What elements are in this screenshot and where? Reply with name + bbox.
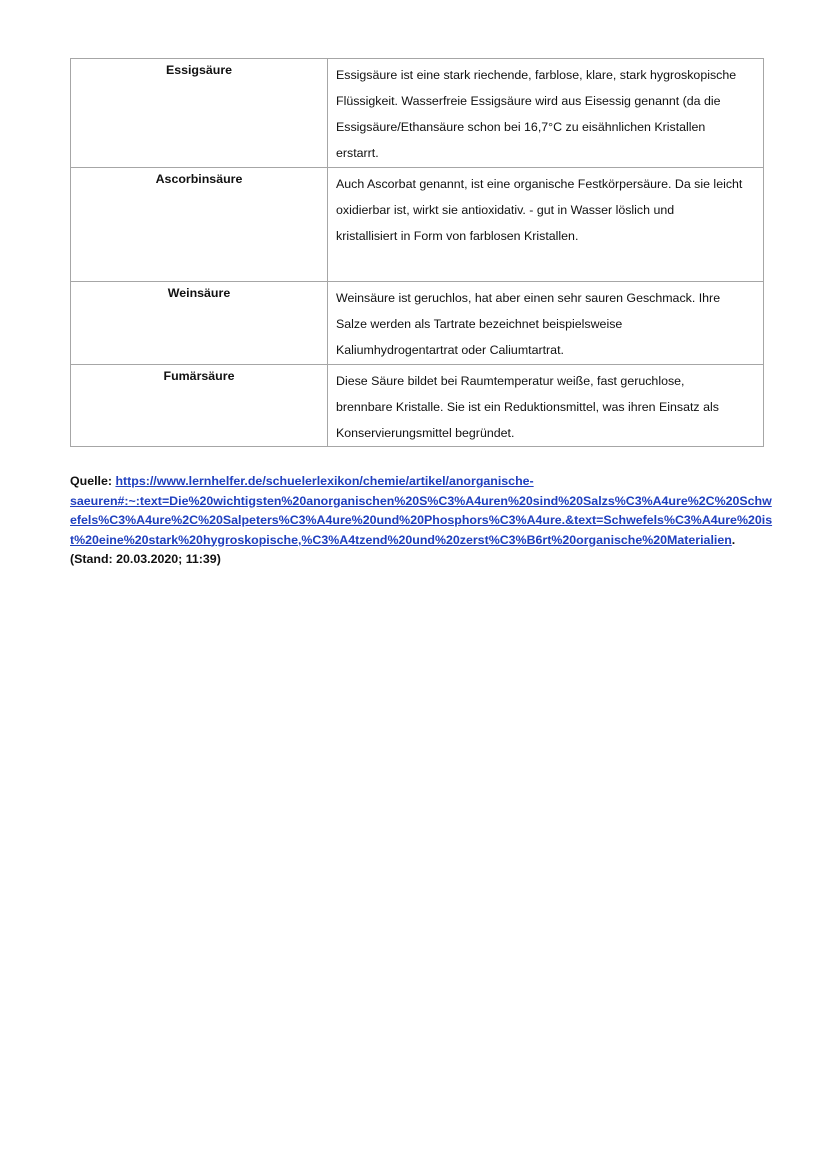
source-label: Quelle: [70,474,116,488]
description-line: Auch Ascorbat genannt, ist eine organische Festkörpersäure. Da sie leicht [336,177,743,191]
description-line: kristallisiert in Form von farblosen Kristallen. [336,229,579,243]
source-link[interactable]: t%20eine%20stark%20hygroskopische,%C3%A4tzend%20und%20zerst%C3%B6rt%20organische%20Materialien [70,532,732,547]
acid-table [70,58,764,447]
table-row [71,365,764,447]
acid-description [328,168,764,282]
description-line: Essigsäure ist eine stark riechende, farblose, klare, stark hygroskopische [336,68,737,82]
acid-description [328,59,764,168]
acid-description [328,282,764,365]
description-line: Diese Säure bildet bei Raumtemperatur weiße, fast geruchlose, [336,374,685,388]
acid-description [328,365,764,447]
description-line: Weinsäure ist geruchlos, hat aber einen sehr sauren Geschmack. Ihre [336,291,721,305]
acid-name: Ascorbinsäure [71,168,328,282]
source-link[interactable]: saeuren#:~:text=Die%20wichtigsten%20anorganischen%20S%C3%A4uren%20sind%20Salzs%C3%A4ure%2C%20Schw [70,493,772,508]
description-line: Kaliumhydrogentartrat oder Caliumtartrat. [336,343,564,357]
description-line: Konservierungsmittel begründet. [336,426,515,440]
description-line: Essigsäure/Ethansäure schon bei 16,7°C zu eisähnlichen Kristallen [336,120,706,134]
description-line: erstarrt. [336,146,379,160]
description-line: Flüssigkeit. Wasserfreie Essigsäure wird aus Eisessig genannt (da die [336,94,721,108]
source-link[interactable]: https://www.lernhelfer.de/schuelerlexikon/chemie/artikel/anorganische- [115,474,534,488]
acid-name: Weinsäure [71,282,328,365]
source-period: . [731,532,736,547]
acid-name: Fumärsäure [71,365,328,447]
description-line: Salze werden als Tartrate bezeichnet beispielsweise [336,317,623,331]
table-row [71,168,764,282]
source-link[interactable]: efels%C3%A4ure%2C%20Salpeters%C3%A4ure%20und%20Phosphors%C3%A4ure.&text=Schwefels%C3%A4ure%20is [70,513,773,527]
source-citation [70,472,773,570]
table-row [71,59,764,168]
description-line: oxidierbar ist, wirkt sie antioxidativ. - gut in Wasser löslich und [336,203,675,217]
source-date: (Stand: 20.03.2020; 11:39) [70,552,221,566]
table-row [71,282,764,365]
description-line: brennbare Kristalle. Sie ist ein Reduktionsmittel, was ihren Einsatz als [336,400,719,414]
acid-name: Essigsäure [71,59,328,168]
